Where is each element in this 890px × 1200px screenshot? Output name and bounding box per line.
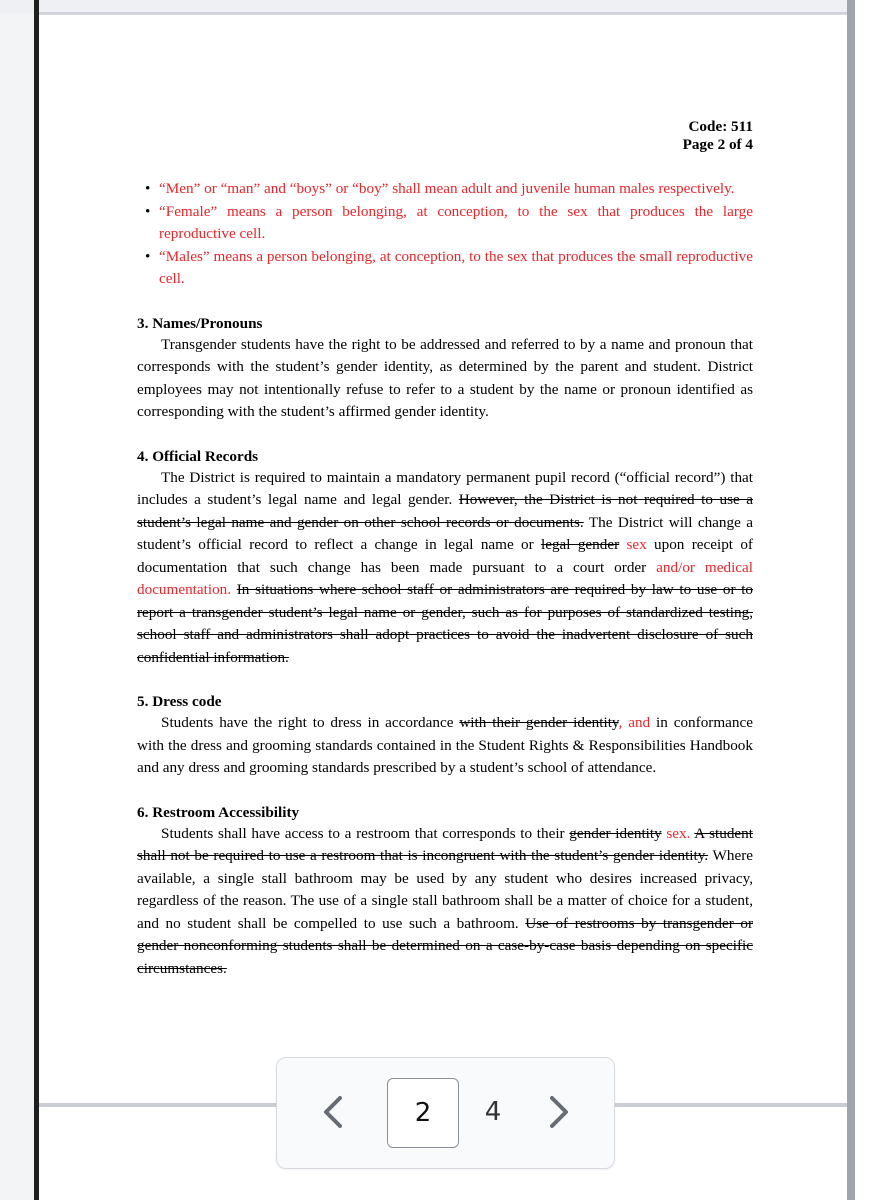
inserted-text: sex bbox=[619, 536, 647, 553]
section-body: Students shall have access to a restroom that corresponds to their gender identity sex. A student shall not be required to use a restroom that is incongruent with the student’s gender identity. Where available, a single stall bathroom may be used by any student who desires increased privacy, regardless of the reason. The use of a single stall bathroom shall be a matter of choice for a student, and no student shall be compelled to use such a bathroom. Use of restrooms by transgender or gender nonconforming students shall be determined on a case-by-case basis depending on specific circumstances. bbox=[137, 824, 754, 977]
section-body: The District is required to maintain a mandatory permanent pupil record (“official record”) that includes a student’s legal name and legal gender. However, the District is not required to use a student’s legal name and gender on other school records or documents. The District will change a student’s official record to reflect a change in legal name or legal gender sex upon receipt of documentation that such change has been made pursuant to a court order and/or medical documentation. In situations where school staff or administrators are required by law to use or to report a transgender student’s legal name or gender, such as for purposes of standardized testing, school staff and administrators shall adopt practices to avoid the inadvertent disclosure of such confidential information. bbox=[137, 468, 754, 666]
section-names-pronouns bbox=[137, 314, 753, 424]
struck-text: Use of restrooms by transgender or gender nonconforming students shall be determined on a case-by-case basis depending on specific circumstances. bbox=[137, 914, 754, 977]
struck-text: A student shall not be required to use a restroom that is incongruent with the student’s gender identity. bbox=[137, 824, 753, 864]
section-heading: 6. Restroom Accessibility bbox=[137, 803, 300, 821]
section-restroom-accessibility bbox=[137, 803, 753, 981]
struck-text: legal gender bbox=[541, 536, 620, 553]
struck-text: gender identity bbox=[569, 824, 662, 842]
list-item: • “Males” means a person belonging, at conception, to the sex that produces the small reproductive cell. bbox=[145, 247, 753, 287]
bullet-icon: • bbox=[145, 202, 151, 220]
right-margin bbox=[855, 0, 890, 1200]
scrollbar-track[interactable] bbox=[847, 0, 855, 1200]
list-item: • “Female” means a person belonging, at conception, to the sex that produces the large reproductive cell. bbox=[145, 202, 753, 242]
section-heading: 4. Official Records bbox=[137, 447, 259, 465]
struck-text: However, the District is not required to use a student’s legal name and gender on other school records or documents. bbox=[137, 491, 753, 531]
page-content bbox=[137, 118, 753, 980]
inserted-text: and/or medical documentation. bbox=[137, 558, 753, 598]
section-body: Transgender students have the right to be addressed and referred to by a name and pronoun that corresponds with the student’s gender identity, as determined by the parent and student. District employees may not intentionally refuse to refer to a student by the name or pronoun identified as corresponding with the student’s affirmed gender identity. bbox=[137, 335, 753, 420]
inserted-text: , and bbox=[618, 714, 651, 731]
current-page-input[interactable]: 2 bbox=[387, 1078, 459, 1148]
section-body: Students have the right to dress in accordance with their gender identity, and in conformance with the dress and grooming standards contained in the Student Rights & Responsibilities Handbook and any dress and grooming standards prescribed by a student’s school of attendance. bbox=[137, 714, 753, 776]
next-page-button[interactable] bbox=[547, 1092, 571, 1132]
previous-page-button[interactable] bbox=[321, 1092, 345, 1132]
list-item: • “Men” or “man” and “boys” or “boy” shall mean adult and juvenile human males respectively. bbox=[159, 178, 753, 201]
section-official-records bbox=[137, 447, 753, 670]
struck-text: with their gender identity bbox=[459, 714, 619, 731]
chevron-left-icon bbox=[321, 1092, 345, 1132]
total-pages: 4 bbox=[484, 1097, 502, 1127]
page-navigator bbox=[276, 1057, 615, 1169]
definition-list bbox=[137, 178, 753, 291]
bullet-icon: • bbox=[145, 247, 151, 265]
section-heading: 3. Names/Pronouns bbox=[137, 314, 263, 332]
page-label: Page 2 of 4 bbox=[682, 136, 753, 153]
section-heading: 5. Dress code bbox=[137, 693, 222, 710]
policy-code: Code: 511 bbox=[688, 118, 753, 135]
bullet-icon: • bbox=[145, 180, 151, 197]
inserted-text: sex. bbox=[661, 824, 691, 842]
section-dress-code bbox=[137, 692, 753, 780]
left-border bbox=[34, 0, 39, 1200]
chevron-right-icon bbox=[547, 1092, 571, 1132]
struck-text: In situations where school staff or administrators are required by law to use or to report a transgender student’s legal name or gender, such as for purposes of standardized testing, school staff and administrators shall adopt practices to avoid the inadvertent disclosure of such confidential information. bbox=[137, 581, 754, 666]
document-header bbox=[137, 118, 753, 154]
